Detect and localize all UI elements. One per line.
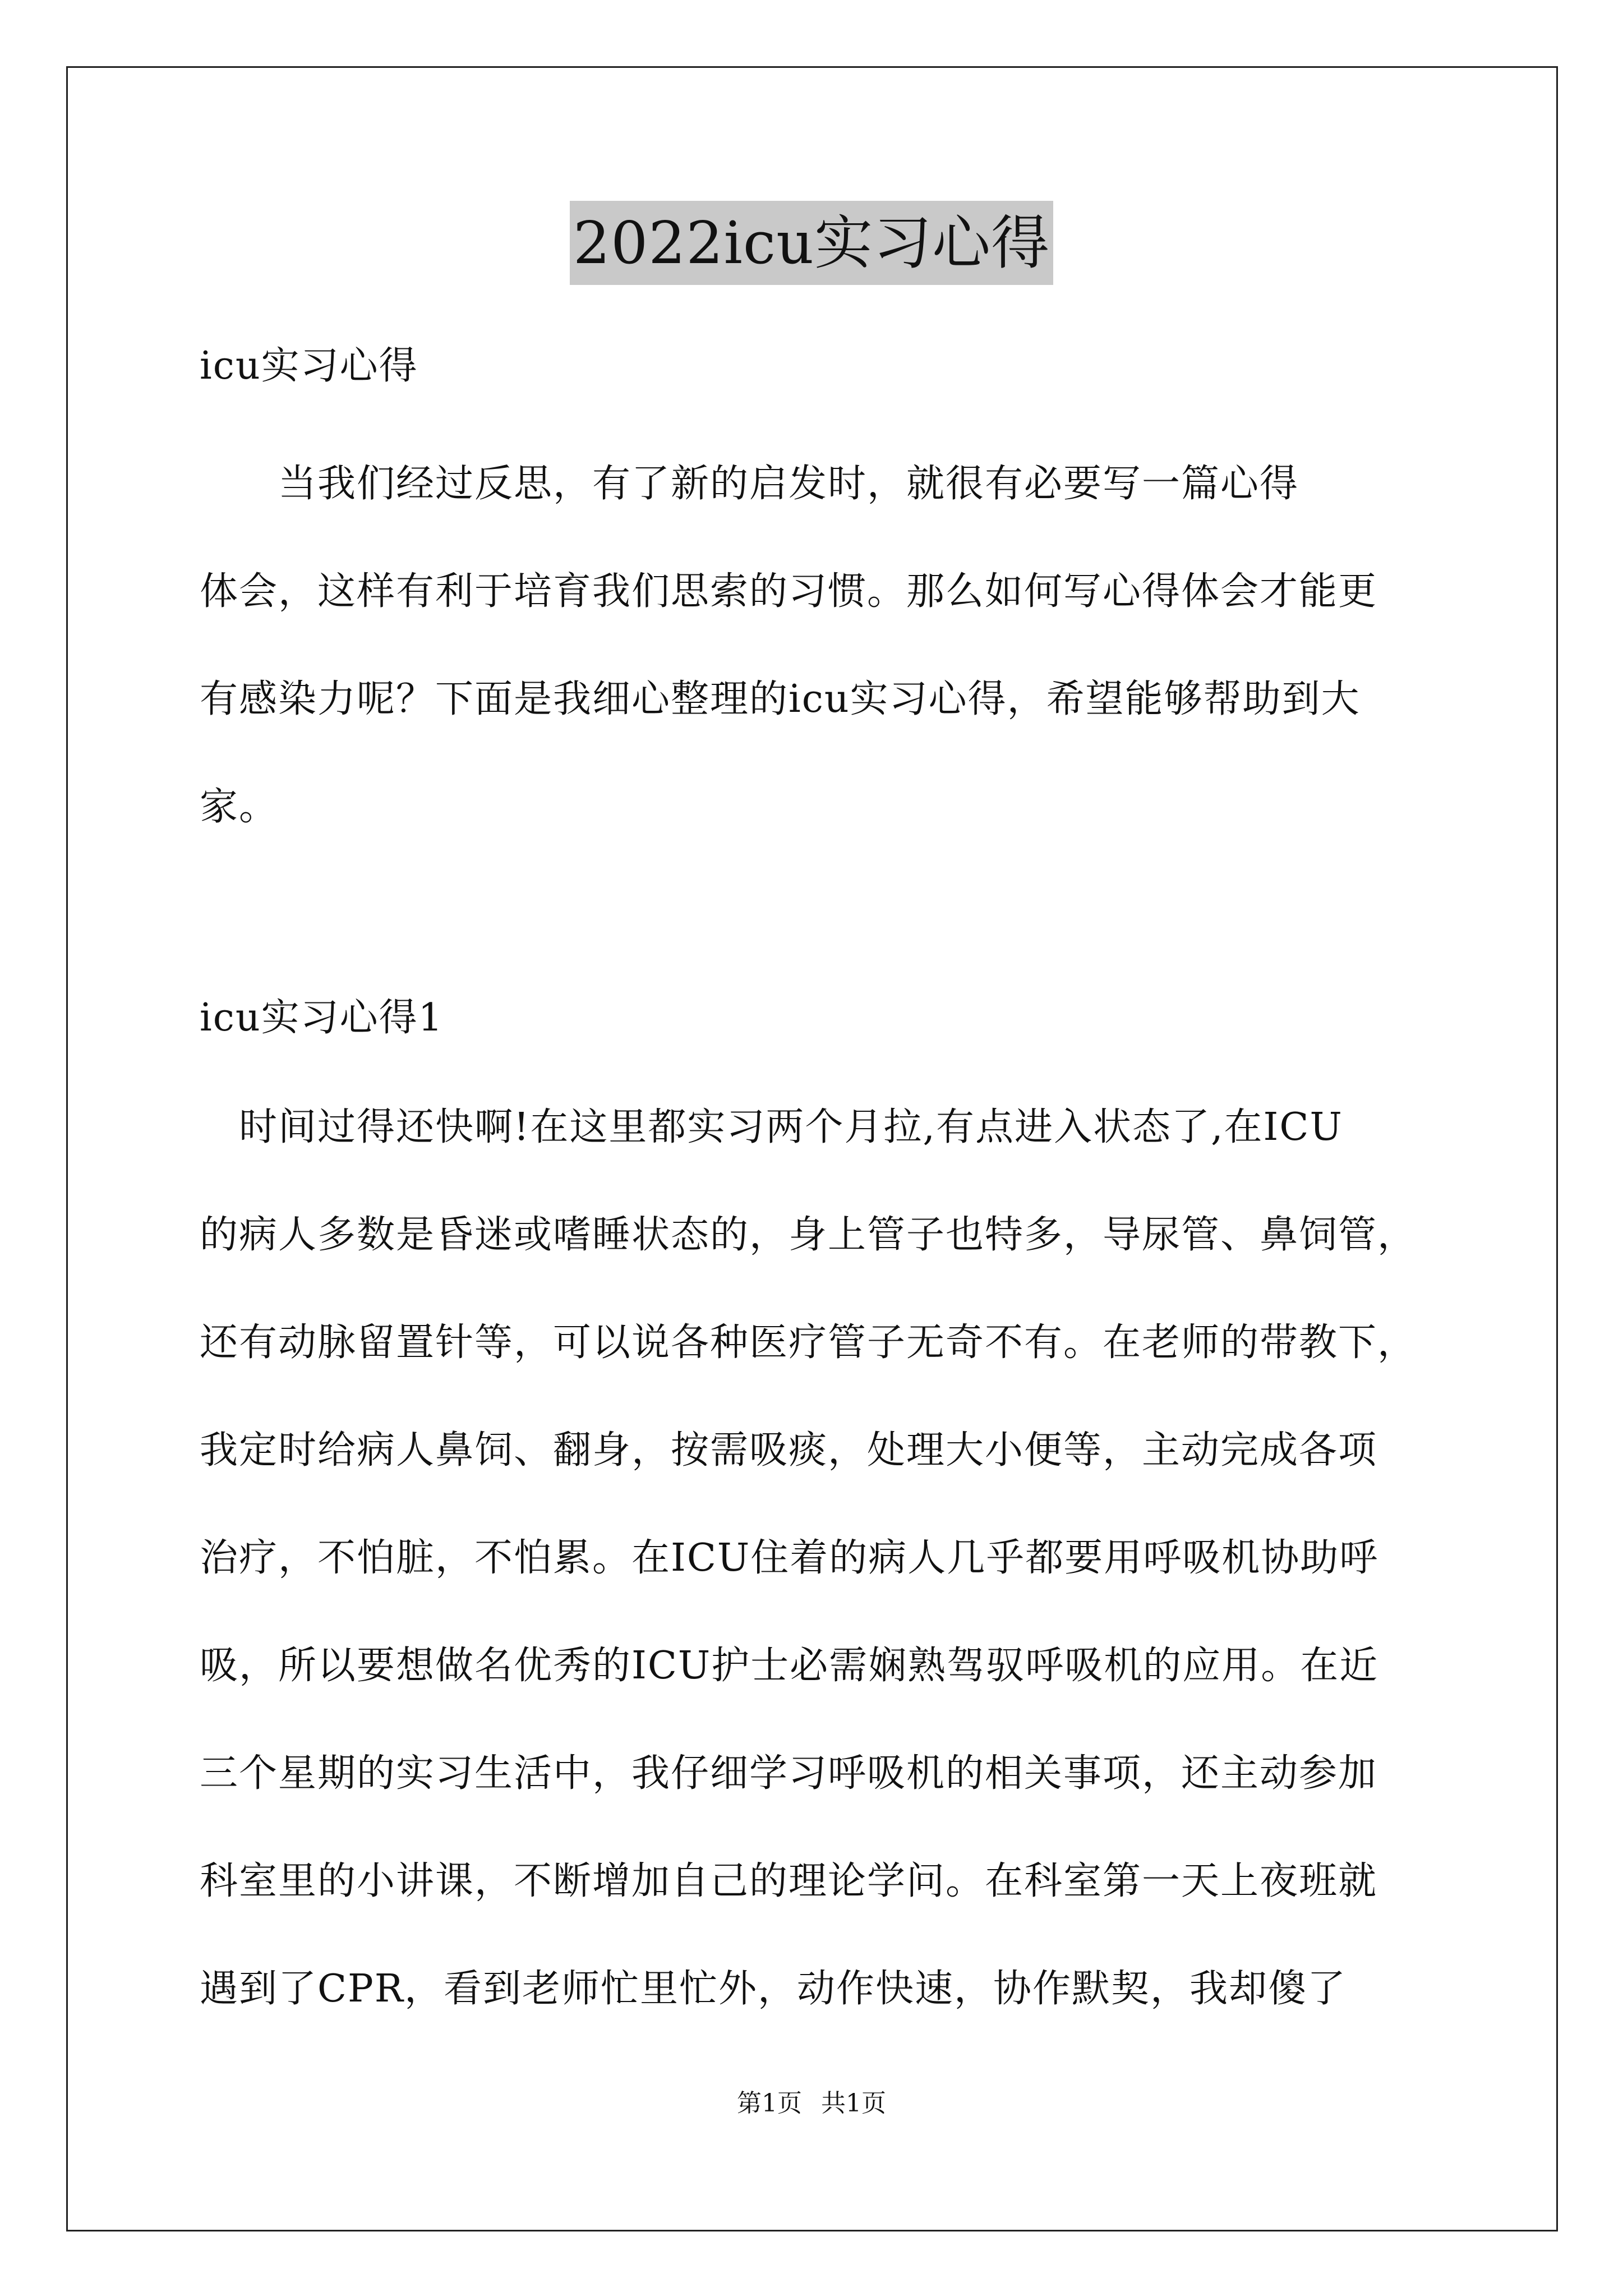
subtitle: icu实习心得: [200, 344, 418, 388]
body-line: 的病人多数是昏迷或嗜睡状态的，身上管子也特多，导尿管、鼻饲管，: [200, 1213, 1417, 1257]
body-line: 治疗，不怕脏，不怕累。在ICU住着的病人几乎都要用呼吸机协助呼: [200, 1536, 1379, 1580]
intro-line: 家。: [200, 785, 279, 829]
intro-line: 体会，这样有利于培育我们思索的习惯。那么如何写心得体会才能更: [200, 569, 1378, 614]
body-line: 三个星期的实习生活中，我仔细学习呼吸机的相关事项，还主动参加: [200, 1751, 1378, 1796]
body-line: 时间过得还快啊!在这里都实习两个月拉,有点进入状态了,在ICU: [200, 1105, 1343, 1149]
section-heading: icu实习心得1: [200, 996, 444, 1040]
page-footer: 第1页 共1页: [737, 2089, 886, 2118]
intro-line: 当我们经过反思，有了新的启发时，就很有必要写一篇心得: [200, 462, 1299, 506]
title-wrap: [0, 201, 1623, 285]
intro-line: 有感染力呢？下面是我细心整理的icu实习心得，希望能够帮助到大: [200, 677, 1361, 721]
body-line: 我定时给病人鼻饲、翻身，按需吸痰，处理大小便等，主动完成各项: [200, 1428, 1378, 1473]
body-line: 遇到了CPR，看到老师忙里忙外，动作快速，协作默契，我却傻了: [200, 1967, 1347, 2011]
document-title: 2022icu实习心得: [570, 201, 1053, 285]
body-line: 科室里的小讲课，不断增加自己的理论学问。在科室第一天上夜班就: [200, 1859, 1378, 1903]
body-line: 吸，所以要想做名优秀的ICU护士必需娴熟驾驭呼吸机的应用。在近: [200, 1644, 1379, 1688]
body-line: 还有动脉留置针等，可以说各种医疗管子无奇不有。在老师的带教下，: [200, 1320, 1417, 1365]
